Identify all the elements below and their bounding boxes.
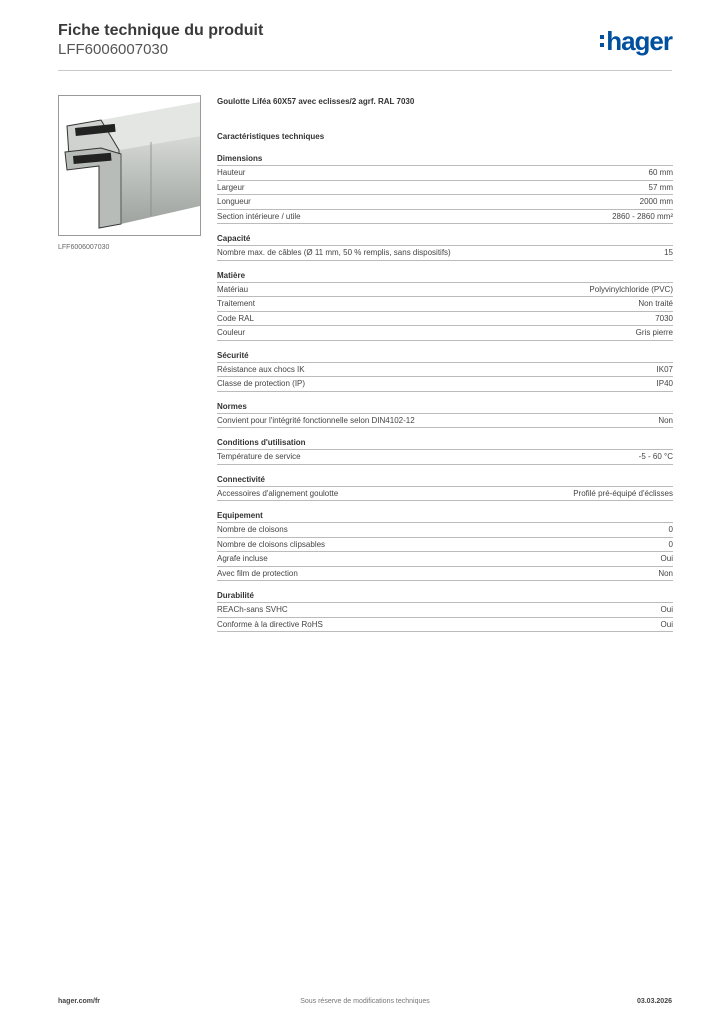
spec-section bbox=[217, 474, 673, 502]
spec-row bbox=[217, 377, 673, 392]
spec-section bbox=[217, 590, 673, 632]
spec-value: Oui bbox=[660, 605, 673, 614]
section-title: Sécurité bbox=[217, 350, 673, 363]
spec-label: Nombre max. de câbles (Ø 11 mm, 50 % remplis, sans dispositifs) bbox=[217, 248, 451, 257]
spec-sections bbox=[217, 153, 673, 632]
spec-label: Accessoires d'alignement goulotte bbox=[217, 488, 339, 498]
spec-row bbox=[217, 450, 673, 465]
spec-value: 7030 bbox=[655, 313, 673, 323]
spec-value: 57 mm bbox=[648, 182, 673, 192]
spec-value: 15 bbox=[664, 248, 673, 257]
spec-row bbox=[217, 326, 673, 341]
spec-row bbox=[217, 195, 673, 210]
spec-row bbox=[217, 523, 673, 538]
spec-value: 0 bbox=[668, 525, 673, 534]
logo-text: hager bbox=[606, 26, 672, 56]
spec-label: Couleur bbox=[217, 328, 246, 337]
spec-label: Hauteur bbox=[217, 168, 246, 177]
spec-section bbox=[217, 270, 673, 341]
spec-label: Avec film de protection bbox=[217, 568, 298, 578]
spec-row bbox=[217, 618, 673, 633]
spec-label: Longueur bbox=[217, 197, 251, 206]
spec-label: REACh-sans SVHC bbox=[217, 605, 288, 614]
spec-value: 2000 mm bbox=[639, 197, 673, 206]
section-title: Conditions d'utilisation bbox=[217, 437, 673, 450]
page-footer bbox=[58, 998, 672, 1010]
spec-row bbox=[217, 166, 673, 181]
spec-value: 60 mm bbox=[648, 168, 673, 177]
spec-section bbox=[217, 350, 673, 392]
section-title: Matière bbox=[217, 270, 673, 283]
spec-row bbox=[217, 538, 673, 553]
spec-section bbox=[217, 437, 673, 465]
product-image bbox=[58, 95, 201, 236]
section-title: Equipement bbox=[217, 510, 673, 523]
section-title: Connectivité bbox=[217, 474, 673, 487]
spec-row bbox=[217, 312, 673, 327]
footer-notice: Sous réserve de modifications techniques bbox=[300, 998, 430, 1005]
spec-label: Traitement bbox=[217, 299, 255, 308]
spec-row bbox=[217, 487, 673, 502]
logo-dots-icon bbox=[600, 33, 604, 49]
spec-value: -5 - 60 °C bbox=[638, 452, 673, 461]
spec-section bbox=[217, 153, 673, 224]
spec-row bbox=[217, 363, 673, 378]
spec-value: Gris pierre bbox=[635, 328, 673, 337]
spec-row bbox=[217, 414, 673, 429]
footer-website[interactable]: hager.com/fr bbox=[58, 998, 101, 1005]
spec-row bbox=[217, 283, 673, 298]
spec-value: 0 bbox=[668, 539, 673, 549]
spec-section bbox=[217, 510, 673, 581]
cable-trunking-icon bbox=[59, 96, 200, 235]
spec-label: Température de service bbox=[217, 452, 301, 461]
image-caption: LFF6006007030 bbox=[58, 244, 110, 251]
spec-label: Largeur bbox=[217, 182, 245, 192]
product-reference: LFF6006007030 bbox=[58, 41, 169, 58]
spec-label: Agrafe incluse bbox=[217, 554, 268, 563]
spec-label: Matériau bbox=[217, 284, 249, 294]
spec-value: Polyvinylchloride (PVC) bbox=[589, 284, 673, 294]
spec-value: Profilé pré-équipé d'éclisses bbox=[573, 488, 673, 498]
spec-section bbox=[217, 233, 673, 261]
spec-value: 2860 - 2860 mm² bbox=[612, 211, 673, 221]
spec-value: IP40 bbox=[656, 379, 673, 388]
spec-value: Oui bbox=[660, 554, 673, 563]
spec-section bbox=[217, 401, 673, 429]
page-title: Fiche technique du produit bbox=[58, 22, 264, 39]
spec-row bbox=[217, 246, 673, 261]
spec-label: Classe de protection (IP) bbox=[217, 379, 306, 388]
spec-row bbox=[217, 297, 673, 312]
page-header bbox=[58, 22, 672, 71]
spec-label: Code RAL bbox=[217, 313, 254, 323]
section-title: Normes bbox=[217, 401, 673, 414]
spec-row bbox=[217, 181, 673, 196]
spec-row bbox=[217, 567, 673, 582]
spec-row bbox=[217, 210, 673, 225]
hager-logo bbox=[600, 26, 672, 56]
section-title: Dimensions bbox=[217, 153, 673, 166]
spec-row bbox=[217, 603, 673, 618]
spec-value: Non bbox=[658, 415, 673, 425]
section-title: Capacité bbox=[217, 233, 673, 246]
spec-label: Nombre de cloisons bbox=[217, 525, 288, 534]
tech-heading: Caractéristiques techniques bbox=[217, 132, 325, 141]
spec-label: Section intérieure / utile bbox=[217, 211, 301, 221]
spec-label: Convient pour l'intégrité fonctionnelle selon DIN4102-12 bbox=[217, 415, 415, 425]
product-title: Goulotte Liféa 60X57 avec eclisses/2 agrf. RAL 7030 bbox=[217, 97, 415, 106]
spec-label: Conforme à la directive RoHS bbox=[217, 619, 323, 629]
spec-label: Résistance aux chocs IK bbox=[217, 364, 305, 374]
spec-content bbox=[217, 95, 673, 641]
spec-value: IK07 bbox=[656, 364, 673, 374]
section-title: Durabilité bbox=[217, 590, 673, 603]
spec-row bbox=[217, 552, 673, 567]
footer-date: 03.03.2026 bbox=[636, 998, 672, 1005]
spec-value: Non traité bbox=[638, 299, 673, 308]
spec-value: Non bbox=[658, 568, 673, 578]
spec-label: Nombre de cloisons clipsables bbox=[217, 539, 326, 549]
spec-value: Oui bbox=[660, 619, 673, 629]
